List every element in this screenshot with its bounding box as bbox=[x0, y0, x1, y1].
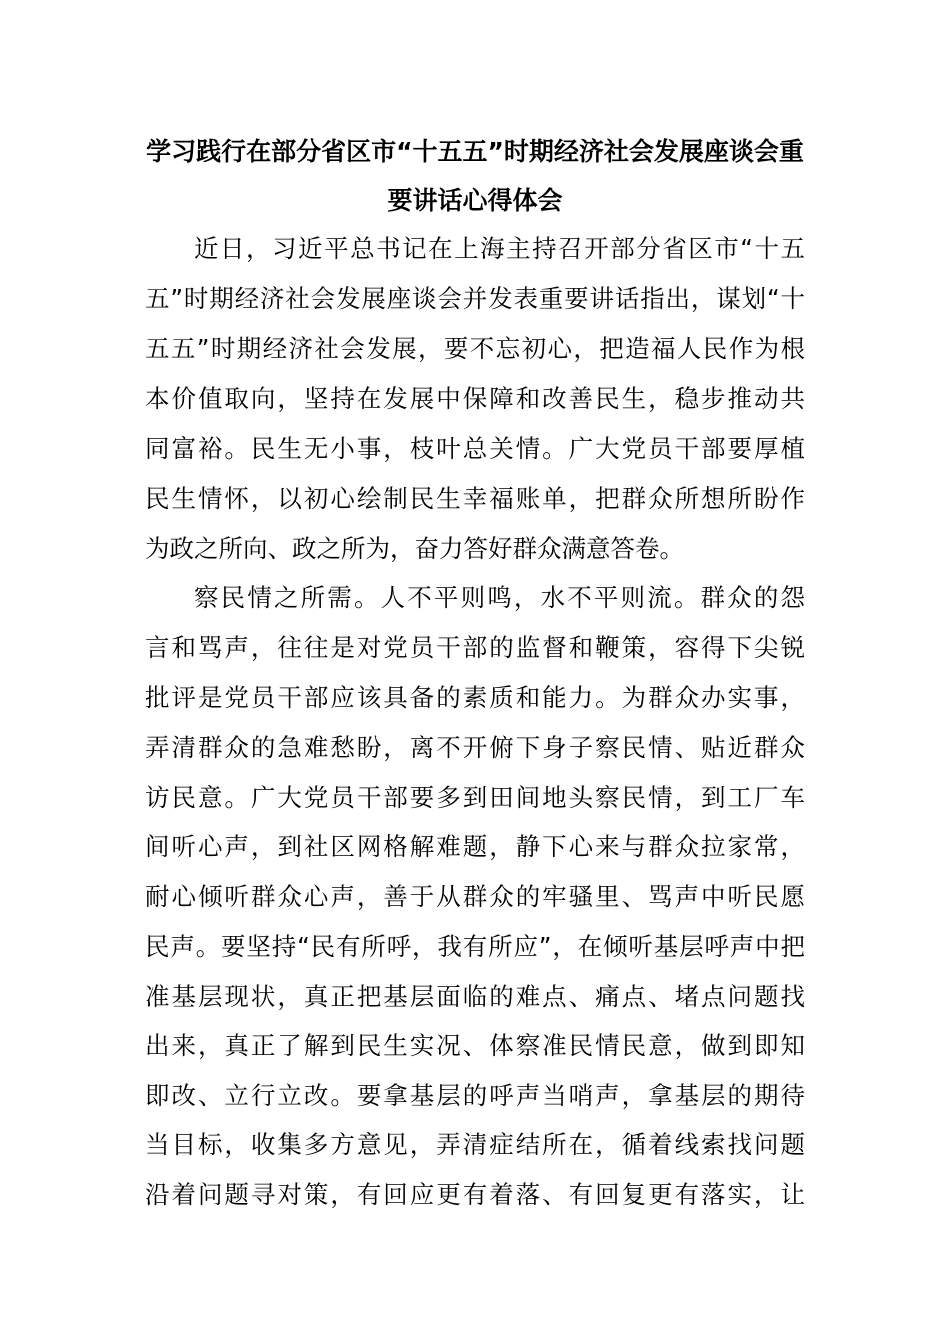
paragraph-2-line-6: 间听心声，到社区网格解难题，静下心来与群众拉家常， bbox=[145, 832, 805, 861]
paragraph-1-line-6: 民生情怀，以初心绘制民生幸福账单，把群众所想所盼作 bbox=[145, 484, 805, 513]
paragraph-2-line-1: 察民情之所需。人不平则鸣，水不平则流。群众的怨 bbox=[194, 583, 805, 612]
document-title-line-2: 要讲话心得体会 bbox=[387, 186, 563, 215]
paragraph-2-line-5: 访民意。广大党员干部要多到田间地头察民情，到工厂车 bbox=[145, 783, 805, 812]
paragraph-2-line-13: 沿着问题寻对策，有回应更有着落、有回复更有落实，让 bbox=[145, 1180, 805, 1209]
paragraph-1-line-7: 为政之所向、政之所为，奋力答好群众满意答卷。 bbox=[145, 534, 684, 563]
paragraph-2-line-4: 弄清群众的急难愁盼，离不开俯下身子察民情、贴近群众 bbox=[145, 733, 805, 762]
paragraph-2-line-9: 准基层现状，真正把基层面临的难点、痛点、堵点问题找 bbox=[145, 982, 805, 1011]
paragraph-2-line-2: 言和骂声，往往是对党员干部的监督和鞭策，容得下尖锐 bbox=[145, 633, 805, 662]
paragraph-1-line-5: 同富裕。民生无小事，枝叶总关情。广大党员干部要厚植 bbox=[145, 434, 805, 463]
paragraph-2-line-10: 出来，真正了解到民生实况、体察准民情民意，做到即知 bbox=[145, 1031, 805, 1060]
paragraph-2-line-12: 当目标，收集多方意见，弄清症结所在，循着线索找问题 bbox=[145, 1130, 805, 1159]
paragraph-2-line-7: 耐心倾听群众心声，善于从群众的牢骚里、骂声中听民愿 bbox=[145, 882, 805, 911]
paragraph-2-line-8: 民声。要坚持“民有所呼，我有所应”，在倾听基层呼声中把 bbox=[145, 932, 805, 961]
paragraph-1-line-2: 五”时期经济社会发展座谈会并发表重要讲话指出，谋划“十 bbox=[145, 284, 805, 313]
paragraph-2-line-3: 批评是党员干部应该具备的素质和能力。为群众办实事， bbox=[145, 683, 805, 712]
document-title-line-1: 学习践行在部分省区市“十五五”时期经济社会发展座谈会重 bbox=[146, 137, 804, 166]
paragraph-2-line-11: 即改、立行立改。要拿基层的呼声当哨声，拿基层的期待 bbox=[145, 1081, 805, 1110]
paragraph-1-line-4: 本价值取向，坚持在发展中保障和改善民生，稳步推动共 bbox=[145, 384, 805, 413]
paragraph-1-line-3: 五五”时期经济社会发展，要不忘初心，把造福人民作为根 bbox=[145, 334, 805, 363]
paragraph-1-line-1: 近日，习近平总书记在上海主持召开部分省区市“十五 bbox=[194, 234, 805, 263]
